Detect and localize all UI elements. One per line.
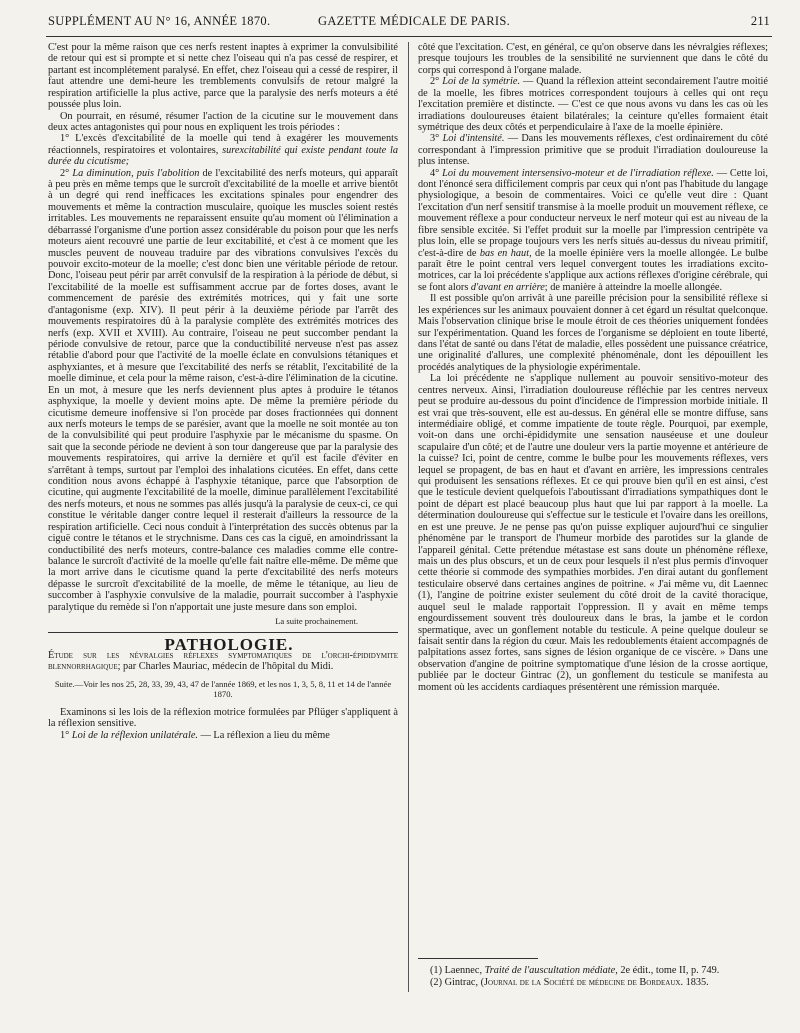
header-journal-title: GAZETTE MÉDICALE DE PARIS. <box>318 14 511 28</box>
left-column <box>48 42 398 741</box>
article-author: par Charles Mauriac, médecin de l'hôpital du Midi. <box>120 661 334 673</box>
continued-note: La suite prochainement. <box>275 616 358 627</box>
emphasis: Traité de l'auscultation médiate <box>484 965 616 976</box>
emphasis: La diminution, puis l'abolition <box>72 167 200 179</box>
paragraph <box>418 133 768 167</box>
paragraph <box>48 133 398 167</box>
text-run: . 1835. <box>680 977 709 989</box>
text-run: 1° L'excès d'excitabilité de la moelle qui tend à exagérer les mouvements réactionnels, respiratoires et volontaires, <box>48 133 398 156</box>
emphasis: d'avant en arrière <box>470 281 545 293</box>
text-run: , de la moelle épinière vers la moelle allongée. Le bulbe paraît être le point central vers lequel convergent toutes les irradiations excito-motrices, car la loi précédente s'applique aux actions réflexes d'origine cérébrale, qui se font alors <box>418 247 768 293</box>
text-run: 4° <box>430 167 443 179</box>
text-run: — Dans les mouvements réflexes, c'est ordinairement du côté correspondant à l'impression primitive que se produit l'irradiation douloureuse la plus intense. <box>418 133 768 168</box>
article-title-caps: Étude sur les névralgies réflexes symptomatiques de l'orchi-épididymite blennorrhagique; <box>48 649 398 673</box>
paragraph <box>48 168 398 613</box>
text-run: 1° <box>60 729 72 741</box>
emphasis: bas en haut <box>479 247 530 259</box>
paragraph <box>418 168 768 294</box>
emphasis: Loi de la symétrie. <box>442 76 521 88</box>
text-run: 3° <box>430 133 443 145</box>
journal-name: Journal de la Société de médecine de Bordeaux <box>484 977 681 989</box>
footnotes <box>418 948 768 990</box>
emphasis: Loi de la réflexion unilatérale. <box>71 729 198 741</box>
paragraph: La loi précédente ne s'applique nullement au pouvoir sensitivo-moteur des centres nerveux. Ainsi, l'irradiation douloureuse réfléchie par les centres nerveux peut se produire au-dessous du point d'incidence de l'impression morbide initiale. Il est vrai que très-souvent, elle est au-dessus. En général elle se montre diffuse, sans intermédiaire obligé, et comme impatiente de toute règle. Pourquoi, par exemple, voit-on dans une orchi-épididymite une sensation nauséeuse et une douleur scapulaire d'un côté; et de l'autre une douleur vers la partie moyenne et antérieure de la cuisse? Ici, point de centre, comme le bulbe pour les mouvements réflexes, vers lequel se propagent, de bas en haut et d'avant en arrière, les impressions centrales qui produisent les sensations réflexes. Et ce qui prouve bien qu'il en est ainsi, c'est que le testicule devient quelquefois l'aboutissant d'irradiations sympathiques dont le point de départ est placé beaucoup plus haut que lui par rapport à la moelle. La détermination douloureuse qui s'effectue sur le testicule et l'ovaire dans les oreillons, en est une preuve. Je ne pense pas qu'on puisse expliquer aujourd'hui ce singulier phénomène par le transport de l'humeur morbide des parotides sur la glande de l'appareil génital. Cette prétendue métastase est sans doute un phénomène réflexe, mais un des plus obscurs, et un de ceux pour lesquels il n'est plus permis d'invoquer cette théorie si commode des sympathies morbides. J'en dirai autant du gonflement testiculaire observé dans certaines angines de poitrine. « J'ai même vu, dit Laennec (1), l'angine de poitrine exister seulement du côté droit de la cavité thoracique, auquel seul le malade rapportait l'oppression. Il y avait en même temps engourdissement souvent très douloureux dans le bras, la jambe et le cordon spermatique, avec un gonflement notable du testicule. A peine quelque douleur se faisait sentir dans la région du cœur. Mais les redoublements étaient accompagnés de palpitations assez fortes, sans signes de lésion organique de ce viscère. » Dans une observation d'angine de poitrine symptomatique d'une lésion de la crosse aortique, publiée par le docteur Gintrac (2), un gonflement du testicule se manifesta au moment où les accidents cardiaques présentèrent une rémission marquée. <box>418 373 768 693</box>
emphasis: Loi du mouvement intersensivo-moteur et de l'irradiation réflexe. <box>442 167 714 179</box>
text-run: 2° <box>60 167 73 179</box>
text-run: — Quand la réflexion atteint secondairement l'autre moitié de la moelle, les fibres motrices correspondent toujours à celles qui ont reçu l'excitation première et distincte. — C'est ce que nous avons vu dans les cas où les irradiations douloureuses étaient bilatérales; la ceinture qu'elles formaient était symétrique des deux côtés et perpendiculaire à l'axe de la moelle épinière. <box>418 76 768 133</box>
page-header <box>48 14 770 34</box>
right-column <box>418 42 768 693</box>
footnote <box>418 977 768 989</box>
header-supplement: SUPPLÉMENT AU N° 16, ANNÉE 1870. <box>48 14 271 28</box>
paragraph: Il est possible qu'on arrivât à une pareille précision pour la sensibilité réflexe si les expériences sur les animaux pouvaient donner à cet égard un résultat quelconque. Mais l'observation clinique brise le moule étroit de ces théories uniquement fondées sur l'expérimentation. Quand les forces de l'organisme se déploient en toute liberté, dans l'état de santé ou dans l'état de maladie, elles possèdent une puissance créatrice, une originalité d'allures, une complexité phénoménale, dont les dépouillent les procédés analytiques de la physiologie expérimentale. <box>418 293 768 373</box>
paragraph: C'est pour la même raison que ces nerfs restent inaptes à exprimer la convulsibilité de retour qui est si prompte et si nette chez l'oiseau qui n'a pas cessé de respirer, et partant est incomplétement paralysé. En effet, chez l'oiseau qui a cessé de respirer, il faut attendre une demi-heure les tremblements convulsifs de retour malgré la respiration artificielle la plus active, parce que la paralysie des nerfs moteurs a été poussée plus loin. <box>48 42 398 111</box>
suite-note: Suite.—Voir les nos 25, 28, 33, 39, 43, 47 de l'année 1869, et les nos 1, 3, 5, 8, 11 et 14 de l'année 1870. <box>54 678 392 699</box>
text-run: (2) Gintrac, ( <box>430 977 485 989</box>
text-run: ; de manière à atteindre la moelle allongée. <box>544 281 723 293</box>
footnote-rule <box>418 958 538 959</box>
text-run: de l'excitabilité des nerfs moteurs, qui apparaît à peu près en même temps que le surcroît d'excitabilité de la moelle et arrive bientôt à un degré qui rend inefficaces les excitations spinales pour engendrer des mouvements et même la contraction musculaire, quoique les muscles soient restés irritables. Les mouvements ne reparaissent ensuite qu'au moment où l'élimination a débarrassé l'organisme d'une portion assez considérable du poison pour que les nerfs moteurs aient recouvré une partie de leur excitabilité, et c'est à ce moment que les muscles peuvent de nouveau traduire par des vibrations convulsives l'excès du pouvoir excito-moteur de la moelle; c'est donc bien une véritable période de retour. Donc, l'oiseau peut périr par arrêt convulsif de la respiration à la période de début, si l'excitabilité de la moelle est suffisamment accrue par de fortes doses, avant le commencement de parésie des extrémités motrices, qui y fait une sorte d'antagonisme (exp. XIV). Il peut périr à la deuxième période par l'arrêt des mouvements respiratoires dû à la paralysie complète des extrémités motrices des nerfs (exp. XVII et XVIII). Au contraire, l'oiseau ne peut succomber pendant la période convulsive de retour, parce que la conductibilité nerveuse n'est pas assez rétablie d'abord pour que l'activité de la moelle éclate en convulsions tétaniques et asphyxiantes, et à mesure que l'excitabilité des nerfs se rétablit, l'excitabilité de la moelle diminue, et cela pour la même raison, c'est-à-dire l'élimination de la cicutine. En un mot, à mesure que les nerfs deviennent plus aptes à produire le tétanos asphyxique, la moelle y devient moins apte. De même la première période du cicutisme demeure inoffensive si l'on procède par doses fractionnées qui donnent aux nerfs moteurs le temps de se parésier, avant que la moelle ne soit montée au ton de la convulsibilité qui peut produire l'asphyxie par le mécanisme du spasme. On sait que la seconde période ne devient à son tour dangereuse que par la paralysie des mouvements respiratoires, qui arrive la dernière et qu'il est facile d'éviter en s'arrêtant à temps, surtout par l'emploi des inhalations cicutées. En effet, dans cette condition nous avons échappé à l'asphyxie tétanique, parce que l'absorption de cicutine, qui augmente l'excitabilité de la moelle, diminue parallèlement l'excitabilité des nerfs moteurs, et nous ne sommes pas allés jusqu'à la paralysie de ceux-ci, ce qui constitue le véritable danger contre lequel il resterait d'ailleurs la ressource de la respiration artificielle. Ceci nous conduit à l'interprétation des succès obtenus par la ciguë contre le tétanos et le strychnisme. Dans ces cas la ciguë, en amoindrissant la conductibilité des nerfs moteurs, contre-balance ces maladies comme elle contre-balance le surcroît d'activité de la moelle qu'elle fait naître elle-même. De même que la mort arrive dans le cicutisme quand la perte d'excitabilité des nerfs moteurs dépasse le surcroît d'excitabilité de la moelle, de même le tétanique, au lieu de succomber à l'asphyxie convulsive de la maladie, pourrait succomber à l'asphyxie paralytique du remède si l'on n'apportait une juste mesure dans son emploi. <box>48 167 398 613</box>
text-run: — Cette loi, dont l'énoncé sera difficilement compris par ceux qui n'ont pas l'habitude du langage physiologique, a besoin de commentaires. Voici ce qu'elle veut dire : Quant l'excitation d'un nerf sensitif transmise à la moelle produit un mouvement réflexe, ce mouvement réflexe a pour conducteur nerveux le nerf moteur qui est au niveau de la fibre sensible excitée. Si l'effet produit sur la moelle par l'impression centripète va plus loin, elle se propage toujours vers les nerfs situés au-dessus du niveau primitif, c'est-à-dire de <box>418 167 768 259</box>
text-run: (1) Laennec, <box>430 965 485 976</box>
text-run: 2° <box>430 76 443 88</box>
text-run: — La réflexion a lieu du même <box>197 729 330 741</box>
section-rule <box>48 632 398 633</box>
footnote <box>418 965 768 977</box>
paragraph: côté que l'excitation. C'est, en général, ce qu'on observe dans les névralgies réflexes; presque toujours les troubles de la sensibilité ne surviennent que dans le côté du corps qui correspond à l'organe malade. <box>418 42 768 76</box>
paragraph <box>48 730 398 741</box>
page-number: 211 <box>750 14 770 28</box>
article-title <box>48 650 398 673</box>
paragraph: Examinons si les lois de la réflexion motrice formulées par Pflüger s'appliquent à la réflexion sensitive. <box>48 706 398 730</box>
paragraph: On pourrait, en résumé, résumer l'action de la cicutine sur le mouvement dans deux actes antagonistes qui pour nous en expliquent les trois périodes : <box>48 110 398 133</box>
paragraph <box>418 76 768 133</box>
emphasis: surexcitabilité qui existe pendant toute la durée du cicutisme; <box>48 144 398 168</box>
emphasis: Loi d'intensité. <box>442 133 505 145</box>
text-run: , 2e édit., tome II, p. 749. <box>615 965 720 976</box>
header-rule <box>46 36 772 37</box>
column-divider <box>408 42 409 992</box>
section-title: PATHOLOGIE. <box>164 634 294 654</box>
